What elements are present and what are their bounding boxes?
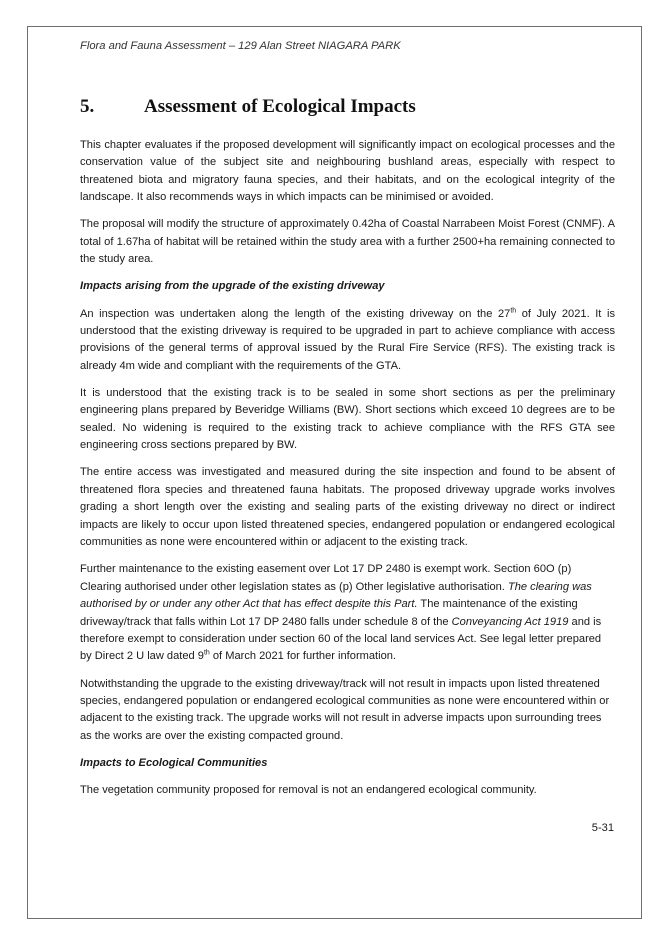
- section-title: Assessment of Ecological Impacts: [144, 96, 416, 117]
- maintenance-act-title: Conveyancing Act 1919: [451, 615, 569, 628]
- inspection-text-a: An inspection was undertaken along the length of the existing driveway on the 27: [80, 307, 511, 320]
- maintenance-text-d: of March 2021 for further information.: [209, 650, 397, 663]
- paragraph-vegetation-community: The vegetation community proposed for removal is not an endangered ecological community.: [80, 784, 537, 797]
- maintenance-text-a: Further maintenance to the existing easement over Lot 17 DP 2480 is exempt work. Section 60O (p) Clearing authorised under other legislation states as (p) Other legislative authorisation.: [80, 563, 572, 593]
- paragraph-sealing: It is understood that the existing track is to be sealed in some short sections as per the preliminary engineering plans prepared by Beveridge Williams (BW). Short sections which exceed 10 degrees are to be sealed. No widening is required to the existing track to achieve compliance with the RFS GTA see engineering cross sections prepared by BW.: [80, 387, 615, 452]
- paragraph-inspection: [80, 306, 615, 376]
- subheading-driveway-impacts: Impacts arising from the upgrade of the existing driveway: [80, 280, 385, 293]
- section-number: 5.: [80, 96, 95, 117]
- maintenance-text-b: The maintenance of the existing driveway/track that falls within Lot 17 DP 2480 falls under schedule 8 of the: [80, 598, 578, 628]
- paragraph-notwithstanding: Notwithstanding the upgrade to the existing driveway/track will not result in impacts upon listed threatened species, endangered population or endangered ecological communities as none were encountered within or adjacent to the existing track. The upgrade works will not result in adverse impacts upon surrounding trees as the works are over the existing compacted ground.: [80, 677, 610, 742]
- subheading-ecological-communities: Impacts to Ecological Communities: [80, 756, 268, 769]
- inspection-text-b: of July 2021. It is understood that the existing driveway is required to be upgraded in part to achieve compliance with access provisions of the general terms of approval issued by the Rural Fire Service (RFS). The existing track is already 4m wide and compliant with the requirements of the GTA.: [80, 307, 615, 372]
- maintenance-text-c: and is therefore exempt to consideration under section 60 of the local land services Act. See legal letter prepared by Direct 2 U law dated 9: [80, 615, 602, 663]
- running-header: Flora and Fauna Assessment – 129 Alan Street NIAGARA PARK: [80, 40, 401, 52]
- paragraph-intro: This chapter evaluates if the proposed development will significantly impact on ecological processes and the conservation value of the subject site and neighbouring bushland areas, especially with respect to threatened biota and migratory fauna species, and their habitats, and on the ecological integrity of the landscape. It also recommends ways in which impacts can be minimised or avoided.: [80, 139, 615, 204]
- section-heading: [80, 96, 416, 118]
- maintenance-quote: The clearing was authorised by or under any other Act that has effect despite this Part.: [80, 580, 592, 611]
- paragraph-proposal: The proposal will modify the structure of approximately 0.42ha of Coastal Narrabeen Moist Forest (CNMF). A total of 1.67ha of habitat will be retained within the study area with a further 2500+ha remaining connected to the study area.: [80, 218, 615, 266]
- document-body: [80, 137, 615, 800]
- paragraph-access-investigation: The entire access was investigated and measured during the site inspection and found to be absent of threatened flora species and threatened fauna habitats. The proposed driveway upgrade works involves grading a short length over the existing and sealing parts of the existing driveway no direct or indirect impacts are likely to occur upon listed threatened species, endangered population or endangered ecological communities as none were encountered within or adjacent to the existing track.: [80, 466, 615, 549]
- paragraph-maintenance: [80, 561, 615, 665]
- maintenance-date-suffix: th: [203, 649, 210, 657]
- inspection-date-suffix: th: [510, 306, 517, 314]
- page-number: 5-31: [591, 822, 614, 834]
